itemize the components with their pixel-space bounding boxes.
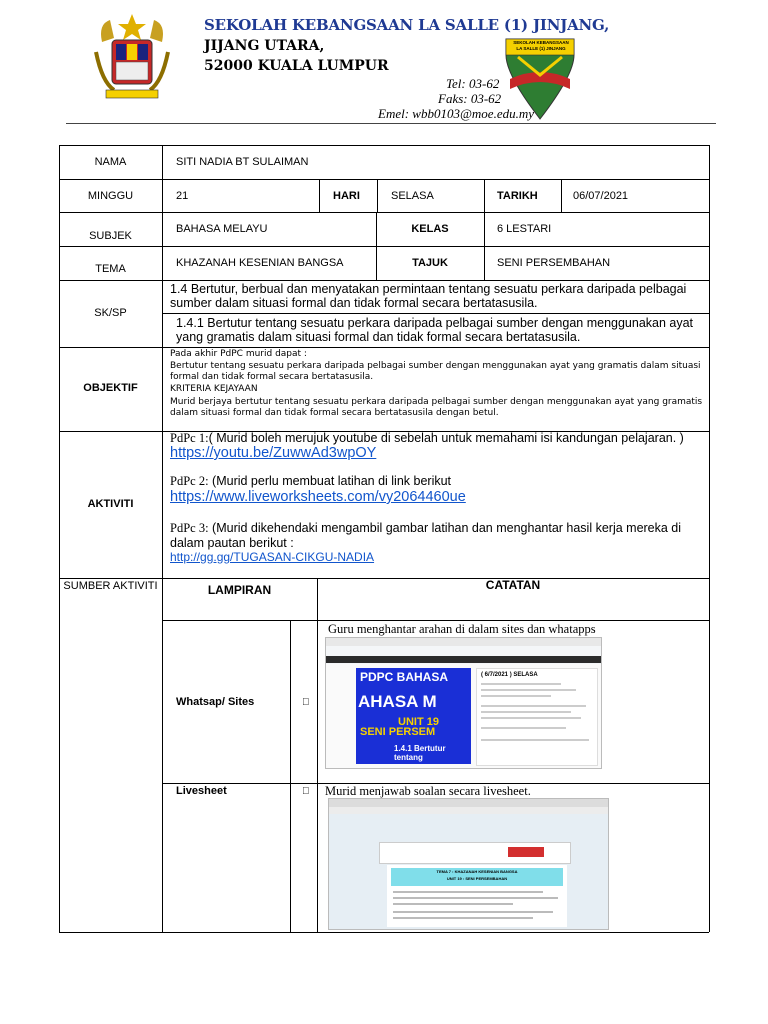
label-hari: HARI: [333, 190, 360, 202]
address-line-2: 52000 KUALA LUMPUR: [204, 58, 389, 74]
lampiran-whatsapp-sites: Whatsap/ Sites: [176, 696, 255, 708]
fax: Faks: 03-62: [438, 91, 502, 106]
label-aktiviti: AKTIVITI: [87, 498, 134, 510]
banner-line-4: SENI PERSEM: [360, 726, 436, 738]
pdpc-3-text: (Murid dikehendaki mengambil gambar latihan dan menghantar hasil kerja mereka di dalam pautan berikut :: [170, 521, 682, 550]
kriteria-title: KRITERIA KEJAYAAN: [170, 384, 258, 394]
sites-screenshot: [325, 637, 602, 769]
value-hari: SELASA: [391, 190, 434, 202]
pdpc-1: [170, 431, 705, 446]
malaysia-coat-of-arms: [92, 12, 172, 110]
label-tema: TEMA: [95, 263, 126, 275]
value-subjek: BAHASA MELAYU: [176, 223, 268, 235]
pdpc-2: [170, 474, 705, 489]
banner-line-2: AHASA M: [358, 692, 437, 711]
livesheet-screenshot: [328, 798, 609, 930]
value-minggu: 21: [176, 190, 189, 202]
pdpc-1-prefix: PdPc 1:: [170, 431, 209, 445]
pdpc-2-prefix: PdPc 2:: [170, 474, 209, 488]
catatan-header: CATATAN: [485, 578, 541, 592]
standard-pembelajaran: 1.4.1 Bertutur tentang sesuatu perkara daripada pelbagai sumber dengan menggunakan ayat yang gramatis dalam situasi formal dan tidak formal secara bertatasusila.: [176, 316, 694, 344]
email: Emel: wbb0103@moe.edu.my: [378, 106, 535, 121]
kriteria-text: Murid berjaya bertutur tentang sesuatu perkara daripada pelbagai sumber dengan menggunakan ayat yang gramatis dalam situasi formal dan tidak formal secara bertatasusila dengan betul.: [170, 397, 703, 418]
label-tarikh: TARIKH: [497, 190, 538, 202]
school-logo-text: SEKOLAH KEBANGSAAN LA SALLE (1) JINJANG: [513, 40, 569, 51]
tugasan-link[interactable]: http://gg.gg/TUGASAN-CIKGU-NADIA: [170, 550, 375, 564]
objektif-intro: Pada akhir PdPC murid dapat :: [170, 349, 307, 359]
pdpc-3: [170, 521, 705, 551]
post-title: ( 6/7/2021 ) SELASA: [481, 672, 538, 678]
pdpc-1-text: ( Murid boleh merujuk youtube di sebelah untuk memahami isi kandungan pelajaran. ): [208, 431, 684, 445]
standard-kandungan: 1.4 Bertutur, berbual dan menyatakan permintaan tentang sesuatu perkara daripada pelbagai sumber dalam situasi formal dan tidak formal secara bertatasusila.: [170, 282, 687, 310]
objektif-text: Bertutur tentang sesuatu perkara daripada pelbagai sumber dengan menggunakan ayat yang gramatis dalam situasi formal dan tidak formal secara bertatasusila.: [170, 361, 701, 382]
header-divider: [66, 123, 716, 124]
address-line-1: JIJANG UTARA,: [204, 38, 325, 54]
label-nama: NAMA: [94, 156, 127, 168]
livesheet-card-sub: UNIT 19 : SENI PERSEMBAHAN: [446, 876, 508, 881]
value-tajuk: SENI PERSEMBAHAN: [497, 257, 611, 269]
check-icon: [302, 785, 310, 798]
label-objektif: OBJEKTIF: [83, 382, 138, 394]
pdpc-3-prefix: PdPc 3:: [170, 521, 209, 535]
label-sumber-aktiviti: SUMBER AKTIVITI: [63, 580, 158, 592]
value-kelas: 6 LESTARI: [497, 223, 552, 235]
pdpc-2-text: (Murid perlu membuat latihan di link berikut: [208, 474, 452, 488]
label-tajuk: TAJUK: [412, 257, 448, 269]
banner-line-1: PDPC BAHASA: [360, 670, 449, 684]
school-name: SEKOLAH KEBANGSAAN LA SALLE (1) JINJANG,: [204, 16, 610, 34]
label-subjek: SUBJEK: [89, 230, 132, 242]
lampiran-header: LAMPIRAN: [207, 583, 272, 597]
value-tema: KHAZANAH KESENIAN BANGSA: [176, 257, 344, 269]
value-tarikh: 06/07/2021: [573, 190, 629, 202]
lampiran-livesheet: Livesheet: [176, 785, 227, 797]
livesheet-card-title: TEMA 7 : KHAZANAH KESENIAN BANGSA: [436, 869, 518, 874]
liveworksheets-link[interactable]: https://www.liveworksheets.com/vy2064460ue: [170, 489, 466, 505]
value-nama: SITI NADIA BT SULAIMAN: [176, 156, 309, 168]
label-minggu: MINGGU: [87, 190, 134, 202]
youtube-link[interactable]: https://youtu.be/ZuwwAd3wpOY: [170, 445, 377, 461]
label-kelas: KELAS: [411, 223, 449, 235]
catatan-whatsapp-sites: Guru menghantar arahan di dalam sites dan whatapps: [328, 622, 596, 636]
label-sksp: SK/SP: [94, 307, 127, 319]
check-icon: [302, 696, 310, 709]
catatan-livesheet: Murid menjawab soalan secara livesheet.: [325, 784, 531, 798]
telephone: Tel: 03-62: [446, 76, 500, 91]
banner-line-3: UNIT 19: [398, 716, 439, 728]
banner-line-5: 1.4.1 Bertutur tentang: [394, 744, 446, 762]
lesson-banner: [356, 668, 471, 764]
